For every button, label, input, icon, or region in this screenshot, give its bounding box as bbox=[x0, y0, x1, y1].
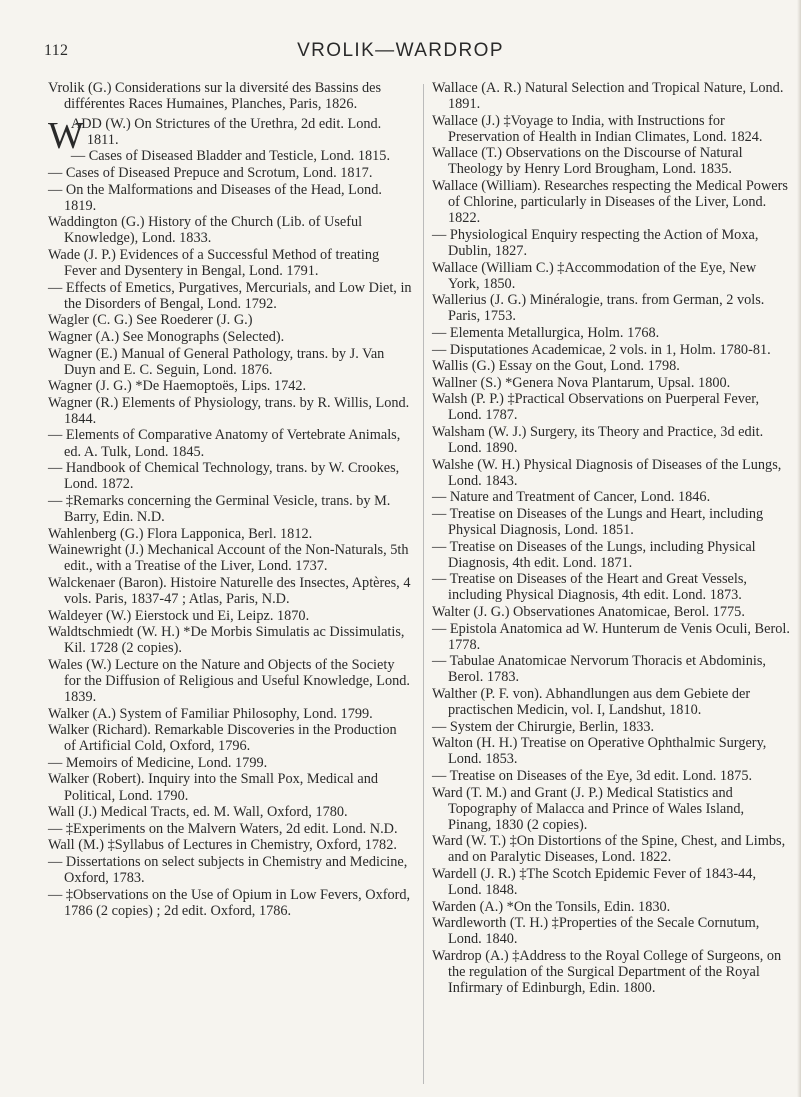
bibliography-entry: Wagner (A.) See Monographs (Selected). bbox=[48, 328, 285, 345]
bibliography-entry: Walshe (W. H.) Physical Diagnosis of Diseases of the Lungs, Lond. 1843. bbox=[432, 456, 782, 489]
bibliography-entry: — Treatise on Diseases of the Lungs and Heart, including Physical Diagnosis, Lond. 1851. bbox=[432, 505, 764, 539]
bibliography-entry: Wardleworth (T. H.) ‡Properties of the Secale Cornutum, Lond. 1840. bbox=[432, 915, 760, 948]
bibliography-entry: Wagner (J. G.) *De Haemoptoës, Lips. 1742. bbox=[48, 378, 307, 395]
bibliography-entry: Wallace (T.) Observations on the Discourse of Natural Theology by Henry Lord Brougham, Lond. 1835. bbox=[432, 145, 743, 178]
bibliography-entry: Waddington (G.) History of the Church (Lib. of Useful Knowledge), Lond. 1833. bbox=[48, 214, 363, 247]
bibliography-entry: Walter (J. G.) Observationes Anatomicae, Berol. 1775. bbox=[432, 604, 745, 620]
right-column bbox=[432, 80, 790, 997]
bibliography-entry: — Memoirs of Medicine, Lond. 1799. bbox=[48, 754, 268, 771]
bibliography-entry: Walsham (W. J.) Surgery, its Theory and Practice, 3d edit. Lond. 1890. bbox=[432, 423, 764, 457]
bibliography-entry: Walsh (P. P.) ‡Practical Observations on Puerperal Fever, Lond. 1787. bbox=[432, 391, 760, 424]
column-divider bbox=[423, 84, 424, 1084]
left-column bbox=[48, 80, 412, 919]
bibliography-entry: Vrolik (G.) Considerations sur la diversité des Bassins des différentes Races Humaines, Planches, Paris, 1826. bbox=[48, 80, 382, 113]
bibliography-entry: Wardrop (A.) ‡Address to the Royal College of Surgeons, on the regulation of the Surgical Department of the Royal Infirmary of Edinburgh, Edin. 1800. bbox=[432, 947, 782, 997]
bibliography-entry: Ward (T. M.) and Grant (J. P.) Medical Statistics and Topography of Malacca and Prince of Wales Island, Pinang, 1830 (2 copies). bbox=[432, 784, 745, 833]
bibliography-entry: Wade (J. P.) Evidences of a Successful Method of treating Fever and Dysentery in Bengal, Lond. 1791. bbox=[48, 246, 380, 280]
bibliography-entry: Walton (H. H.) Treatise on Operative Ophthalmic Surgery, Lond. 1853. bbox=[432, 735, 767, 768]
bibliography-entry: Walker (Richard). Remarkable Discoveries in the Production of Artificial Cold, Oxford, 1796. bbox=[48, 722, 397, 755]
bibliography-entry: — ‡Remarks concerning the Germinal Vesicle, trans. by M. Barry, Edin. N.D. bbox=[48, 492, 391, 525]
bibliography-entry: — Physiological Enquiry respecting the Action of Moxa, Dublin, 1827. bbox=[432, 226, 759, 259]
bibliography-entry: Walther (P. F. von). Abhandlungen aus dem Gebiete der practischen Medicin, vol. I, Landshut, 1810. bbox=[432, 685, 751, 719]
bibliography-entry: Wardell (J. R.) ‡The Scotch Epidemic Fever of 1843-44, Lond. 1848. bbox=[432, 866, 757, 899]
bibliography-entry: Wallerius (J. G.) Minéralogie, trans. from German, 2 vols. Paris, 1753. bbox=[432, 292, 765, 325]
bibliography-entry: Wallace (William). Researches respecting the Medical Powers of Chlorine, particularly in Diseases of the Liver, Lond. 1822. bbox=[432, 178, 788, 227]
entry-text: ADD (W.) On Strictures of the Urethra, 2d edit. Lond. 1811. bbox=[70, 115, 382, 148]
bibliography-entry: Wales (W.) Lecture on the Nature and Objects of the Society for the Diffusion of Religious and Useful Knowledge, Lond. 1839. bbox=[48, 656, 410, 705]
bibliography-entry: — Effects of Emetics, Purgatives, Mercurials, and Low Diet, in the Disorders of Bengal, Lond. 1792. bbox=[48, 279, 412, 312]
bibliography-entry: — Cases of Diseased Prepuce and Scrotum, Lond. 1817. bbox=[48, 164, 373, 181]
bibliography-entry: Wallner (S.) *Genera Nova Plantarum, Upsal. 1800. bbox=[432, 374, 731, 391]
bibliography-entry: — Handbook of Chemical Technology, trans. by W. Crookes, Lond. 1872. bbox=[48, 460, 400, 493]
bibliography-entry: Ward (W. T.) ‡On Distortions of the Spine, Chest, and Limbs, and on Paralytic Diseases, Lond. 1822. bbox=[432, 833, 786, 866]
bibliography-entry: Wallis (G.) Essay on the Gout, Lond. 1798. bbox=[432, 358, 680, 375]
bibliography-entry: — ‡Observations on the Use of Opium in Low Fevers, Oxford, 1786 (2 copies) ; 2d edit. Oxford, 1786. bbox=[48, 886, 411, 919]
bibliography-entry: Wahlenberg (G.) Flora Lapponica, Berl. 1812. bbox=[48, 525, 313, 542]
bibliography-entry: — Elementa Metallurgica, Holm. 1768. bbox=[432, 324, 660, 341]
bibliography-entry: Wagner (R.) Elements of Physiology, trans. by R. Willis, Lond. 1844. bbox=[48, 394, 410, 427]
bibliography-entry: Wallace (J.) ‡Voyage to India, with Instructions for Preservation of Health in Indian Climates, Lond. 1824. bbox=[432, 112, 763, 145]
bibliography-entry: — Treatise on Diseases of the Lungs, including Physical Diagnosis, 4th edit. Lond. 1871. bbox=[432, 538, 756, 571]
bibliography-entry: Wall (J.) Medical Tracts, ed. M. Wall, Oxford, 1780. bbox=[48, 804, 348, 821]
bibliography-entry: Wagner (E.) Manual of General Pathology, trans. by J. Van Duyn and E. C. Seguin, Lond. 1876. bbox=[48, 345, 385, 378]
bibliography-entry: — Cases of Diseased Bladder and Testicle, Lond. 1815. bbox=[70, 148, 391, 165]
bibliography-entry: Waldeyer (W.) Eierstock und Ei, Leipz. 1870. bbox=[48, 607, 310, 624]
bibliography-entry: — Tabulae Anatomicae Nervorum Thoracis et Abdominis, Berol. 1783. bbox=[432, 653, 766, 686]
bibliography-entry: — Dissertations on select subjects in Chemistry and Medicine, Oxford, 1783. bbox=[48, 853, 408, 886]
bibliography-entry: Wainewright (J.) Mechanical Account of the Non-Naturals, 5th edit., with a Treatise of the Liver, Lond. 1737. bbox=[48, 542, 409, 575]
page-edge bbox=[797, 0, 801, 1097]
page-number: 112 bbox=[44, 42, 69, 59]
bibliography-entry: — Disputationes Academicae, 2 vols. in 1, Holm. 1780-81. bbox=[432, 341, 771, 358]
bibliography-entry: Walker (A.) System of Familiar Philosophy, Lond. 1799. bbox=[48, 705, 373, 722]
bibliography-entry: Wall (M.) ‡Syllabus of Lectures in Chemistry, Oxford, 1782. bbox=[48, 837, 397, 854]
bibliography-entry: — Treatise on Diseases of the Heart and Great Vessels, including Physical Diagnosis, 4th edit. Lond. 1873. bbox=[432, 571, 747, 604]
running-title: VROLIK—WARDROP bbox=[297, 40, 504, 61]
bibliography-entry: — On the Malformations and Diseases of the Head, Lond. 1819. bbox=[48, 181, 382, 214]
bibliography-entry: Waldtschmiedt (W. H.) *De Morbis Simulatis ac Dissimulatis, Kil. 1728 (2 copies). bbox=[48, 624, 405, 657]
bibliography-entry: — ‡Experiments on the Malvern Waters, 2d edit. Lond. N.D. bbox=[48, 820, 398, 837]
bibliography-entry: Walker (Robert). Inquiry into the Small Pox, Medical and Political, Lond. 1790. bbox=[48, 771, 378, 804]
bibliography-entry: Wallace (A. R.) Natural Selection and Tropical Nature, Lond. 1891. bbox=[432, 80, 784, 113]
bibliography-entry: — Epistola Anatomica ad W. Hunterum de Venis Oculi, Berol. 1778. bbox=[432, 620, 790, 653]
bibliography-entry: Wallace (William C.) ‡Accommodation of the Eye, New York, 1850. bbox=[432, 259, 757, 292]
bibliography-entry: — System der Chirurgie, Berlin, 1833. bbox=[432, 718, 655, 735]
bibliography-entry: — Nature and Treatment of Cancer, Lond. 1846. bbox=[432, 489, 711, 506]
bibliography-entry: Warden (A.) *On the Tonsils, Edin. 1830. bbox=[432, 898, 671, 915]
bibliography-entry: Wagler (C. G.) See Roederer (J. G.) bbox=[48, 312, 253, 329]
drop-cap-letter: W bbox=[48, 114, 84, 157]
bibliography-entry: — Treatise on Diseases of the Eye, 3d edit. Lond. 1875. bbox=[432, 767, 753, 784]
bibliography-entry: — Elements of Comparative Anatomy of Vertebrate Animals, ed. A. Tulk, Lond. 1845. bbox=[48, 427, 401, 460]
bibliography-entry: Walckenaer (Baron). Histoire Naturelle des Insectes, Aptères, 4 vols. Paris, 1837-47 ; Atlas, Paris, N.D. bbox=[48, 574, 411, 607]
